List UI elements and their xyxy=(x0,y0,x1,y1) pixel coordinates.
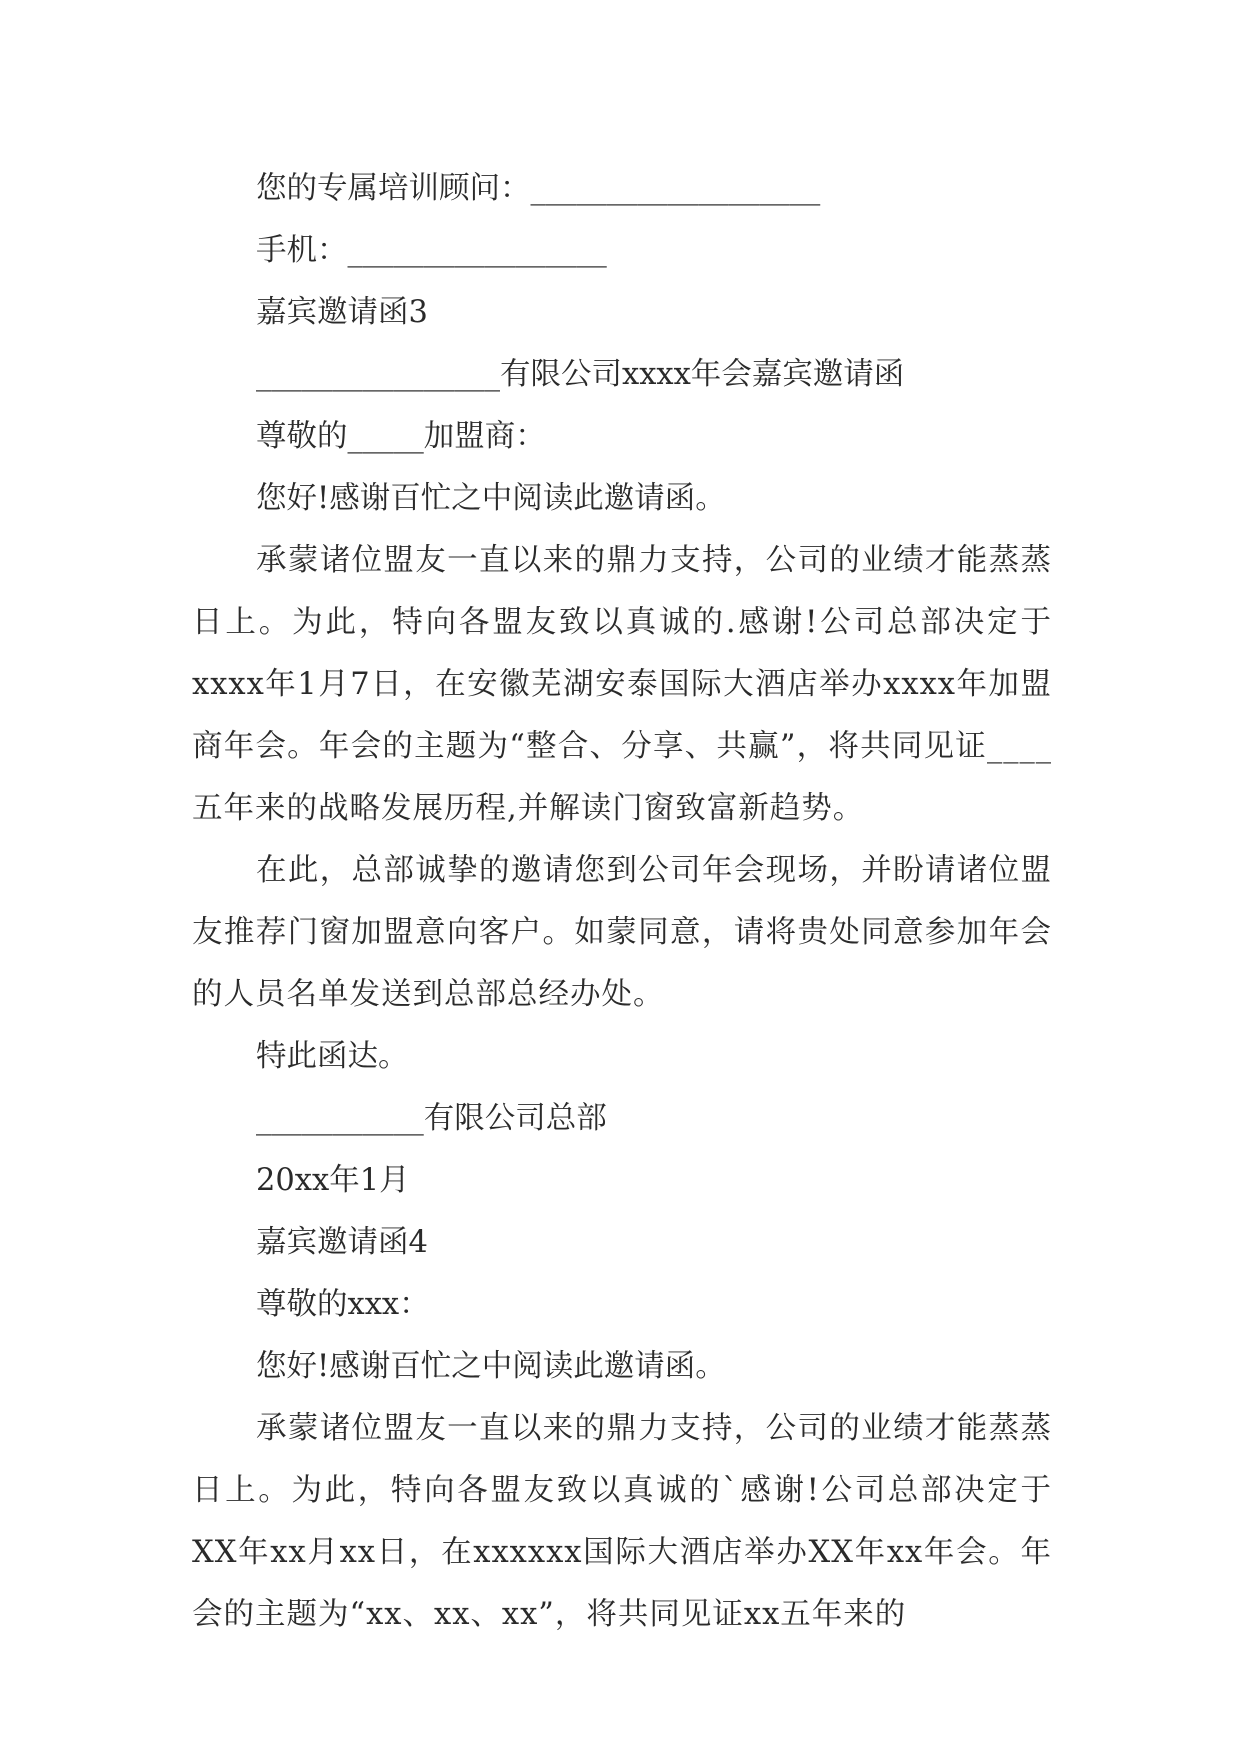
phone-line xyxy=(192,220,1052,282)
salutation-suffix: 加盟商： xyxy=(423,419,546,454)
advisor-label: 您的专属培训顾问： xyxy=(256,171,531,206)
closing-3: 特此函达。 xyxy=(256,1039,409,1074)
salutation-line-3 xyxy=(192,406,1052,468)
body-paragraph-3-2: 在此，总部诚挚的邀请您到公司年会现场，并盼请诸位盟友推荐门窗加盟意向客户。如蒙同意，请将贵处同意参加年会的人员名单发送到总部总经办处。 xyxy=(192,853,1052,1012)
greeting-4: 您好!感谢百忙之中阅读此邀请函。 xyxy=(256,1349,726,1384)
date-3: 20xx年1月 xyxy=(256,1163,410,1198)
signer-name: 有限公司总部 xyxy=(423,1101,607,1136)
salutation-prefix: 尊敬的 xyxy=(256,419,348,454)
section-heading-3: 嘉宾邀请函3 xyxy=(256,295,428,330)
signer-line xyxy=(192,1088,1052,1150)
section-heading-4: 嘉宾邀请函4 xyxy=(256,1225,428,1260)
salutation-blank: _____ xyxy=(347,419,424,454)
body-paragraph-4-1: 承蒙诸位盟友一直以来的鼎力支持，公司的业绩才能蒸蒸日上。为此，特向各盟友致以真诚的`感谢!公司总部决定于XX年xx月xx日，在xxxxxx国际大酒店举办XX年xx年会。年会的主题为“xx、xx、xx”，将共同见证xx五年来的 xyxy=(192,1411,1052,1632)
invitation-title-line xyxy=(192,344,1052,406)
invitation-title: 有限公司xxxx年会嘉宾邀请函 xyxy=(500,357,905,392)
body-paragraph-3-1: 承蒙诸位盟友一直以来的鼎力支持，公司的业绩才能蒸蒸日上。为此，特向各盟友致以真诚的.感谢!公司总部决定于xxxx年1月7日，在安徽芜湖安泰国际大酒店举办xxxx年加盟商年会。年会的主题为“整合、分享、共赢”，将共同见证____五年来的战略发展历程,并解读门窗致富新趋势。 xyxy=(192,543,1052,826)
company-blank: ________________ xyxy=(256,357,500,392)
advisor-line xyxy=(192,158,1052,220)
phone-blank: _________________ xyxy=(347,233,607,268)
signer-blank: ___________ xyxy=(256,1101,424,1136)
greeting-3: 您好!感谢百忙之中阅读此邀请函。 xyxy=(256,481,726,516)
salutation-4: 尊敬的xxx： xyxy=(256,1287,430,1322)
document-body xyxy=(192,158,1052,1646)
advisor-blank: ___________________ xyxy=(530,171,821,206)
phone-label: 手机： xyxy=(256,233,348,268)
